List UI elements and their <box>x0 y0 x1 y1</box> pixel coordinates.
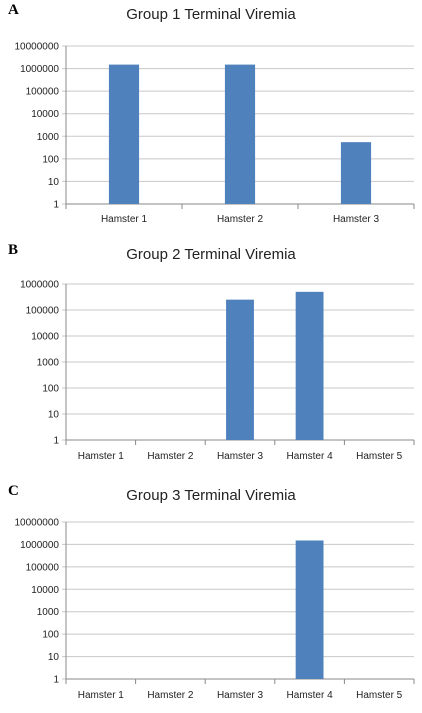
y-tick-label: 100 <box>42 383 59 395</box>
x-tick-label: Hamster 2 <box>147 451 194 462</box>
x-tick-label: Hamster 1 <box>77 690 124 701</box>
x-tick-label: Hamster 1 <box>77 451 124 462</box>
bar <box>225 65 255 204</box>
y-tick-label: 100 <box>42 629 59 641</box>
x-tick-label: Hamster 1 <box>100 214 148 225</box>
x-tick-label: Hamster 5 <box>356 451 403 462</box>
y-tick-label: 1000 <box>36 357 59 369</box>
y-tick-label: 1000000 <box>20 539 59 551</box>
chart-plot <box>0 481 422 713</box>
bar <box>341 142 371 204</box>
y-tick-label: 1 <box>53 435 59 447</box>
y-tick-label: 10 <box>47 176 59 188</box>
chart-title: Group 2 Terminal Viremia <box>126 246 296 263</box>
y-tick-label: 1 <box>53 199 59 211</box>
panel-label: A <box>8 2 19 18</box>
y-tick-label: 100 <box>42 154 59 166</box>
x-tick-label: Hamster 3 <box>216 690 264 701</box>
chart-plot <box>0 0 422 236</box>
panel-label: C <box>8 483 19 499</box>
y-tick-label: 10000000 <box>14 41 59 53</box>
x-tick-label: Hamster 5 <box>356 690 403 701</box>
y-tick-label: 10000 <box>31 331 59 343</box>
x-tick-label: Hamster 3 <box>332 214 380 225</box>
chart-title: Group 3 Terminal Viremia <box>126 487 296 504</box>
chart-title: Group 1 Terminal Viremia <box>126 6 296 23</box>
y-tick-label: 100000 <box>25 562 59 574</box>
x-tick-label: Hamster 4 <box>286 690 333 701</box>
chart-plot <box>0 240 422 472</box>
bar <box>109 65 139 204</box>
x-tick-label: Hamster 2 <box>216 214 264 225</box>
chart-panel-a <box>0 0 422 236</box>
y-tick-label: 1000000 <box>20 279 59 291</box>
y-tick-label: 10 <box>47 409 59 421</box>
bar <box>296 540 324 679</box>
y-tick-label: 1000 <box>36 131 59 143</box>
y-tick-label: 1 <box>53 674 59 686</box>
y-tick-label: 1000000 <box>20 64 59 76</box>
y-tick-label: 1000 <box>36 607 59 619</box>
bar <box>226 300 254 440</box>
y-tick-label: 10000 <box>31 109 59 121</box>
bar <box>296 292 324 440</box>
y-tick-label: 100000 <box>25 305 59 317</box>
x-tick-label: Hamster 2 <box>147 690 194 701</box>
chart-panel-b <box>0 240 422 472</box>
y-tick-label: 100000 <box>25 86 59 98</box>
y-tick-label: 10 <box>47 652 59 664</box>
x-tick-label: Hamster 4 <box>286 451 333 462</box>
y-tick-label: 10000 <box>31 584 59 596</box>
chart-panel-c <box>0 481 422 713</box>
panel-label: B <box>8 242 19 258</box>
x-tick-label: Hamster 3 <box>216 451 264 462</box>
y-tick-label: 10000000 <box>14 517 59 529</box>
